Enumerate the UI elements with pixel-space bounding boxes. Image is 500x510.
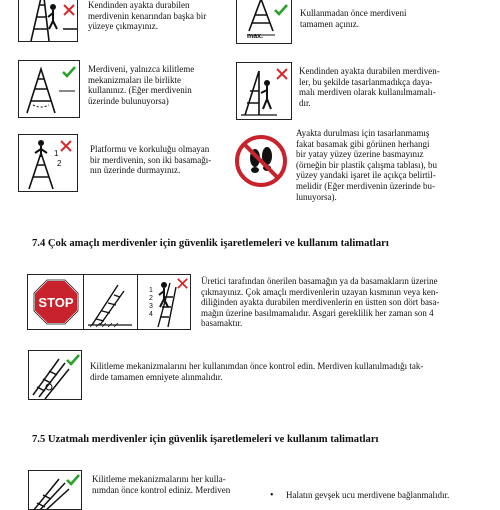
lock-rule-text-74: Kilitleme mekanizmalarını her kullanımdan önce kontrol edin. Merdiven kullanılmadığı tak- dirde tamamen emniyete alınmalıdır. (90, 361, 424, 382)
section-7-4-heading: 7.4 Çok amaçlı merdivenler için güvenlik işaretlemeleri ve kullanım talimatları (32, 238, 389, 249)
panel-divider (137, 275, 138, 330)
no-step-prohibition-icon (234, 134, 288, 188)
cross-mark-icon (176, 277, 189, 290)
rule-icon-lean (236, 62, 292, 120)
stop-sign-icon (32, 278, 80, 326)
rule-icon-locking (18, 60, 80, 118)
check-mark-icon (61, 65, 77, 79)
cross-mark-icon (275, 67, 289, 81)
step-number: 1 (149, 287, 153, 294)
step-number: 3 (149, 303, 153, 310)
lock-rule-text-75: Kilitleme mekanizmalarını her kulla- nımdan önce kontrol ediniz. Merdiven (92, 474, 231, 495)
step-number: 4 (149, 311, 153, 318)
step-number-2: 2 (57, 159, 62, 168)
stop-sign-text: STOP (38, 295, 74, 310)
cross-mark-icon (62, 3, 76, 17)
rope-rule-text: Halatın gevşek ucu merdivene bağlanmalıdır. (286, 490, 450, 500)
rule-text-low-left: Platformu ve korkuluğu olmayan bir merdivenin, son iki basamağı- nın üzerinde durmayınız. (90, 144, 212, 176)
rule-text-top-left: Kendinden ayakta durabilen merdivenin kenarından başka bir yüzeye çıkmayınız. (88, 0, 207, 32)
cross-mark-icon (59, 139, 73, 153)
rule-text-top-right: Kullanmadan önce merdiveni tamamen açınız. (300, 8, 407, 29)
section-7-5-heading: 7.5 Uzatmalı merdivenler için güvenlik işaretlemeleri ve kullanım talimatları (32, 434, 379, 445)
lock-rule-icon-75 (28, 470, 82, 510)
rule-text-mid-right: Kendinden ayakta durabilen merdiven- ler, bu şekilde tasarlanmadıkça daya- malı merdiven olarak kullanılmamalı- dır. (299, 66, 440, 108)
step-number-1: 1 (54, 149, 59, 158)
max-label: max. (247, 33, 263, 40)
check-mark-icon (65, 353, 81, 367)
panel-divider (83, 275, 84, 330)
check-mark-icon (273, 3, 289, 17)
step-number: 2 (149, 295, 153, 302)
stop-rule-icon-panel (27, 274, 191, 330)
multipurpose-ladder-icon (86, 277, 136, 329)
check-mark-icon (65, 473, 81, 487)
stop-rule-text: Üretici tarafından önerilen basamağın ya da basamakların üzerine çıkmayınız. Çok amaçlı merdivenlerin uzayan kısmının veya ken- diliğinden ayakta durabilen merdivenlerin en üstten son dört basa- mağın üzerine basılmamalıdır. Asgari gereklilik her zaman son 4 basamaktır. (201, 276, 440, 329)
bullet-point: • (270, 490, 274, 501)
rule-text-mid-left: Merdiveni, yalnızca kilitleme mekanizmaları ile birlikte kullanınız. (Eğer merdivenin üzerinde bulunuyorsa) (88, 64, 195, 106)
rule-icon-open-fully (236, 0, 292, 44)
lock-rule-icon-74 (28, 350, 82, 400)
rule-icon-top-steps (18, 134, 78, 192)
rule-icon-side-step (18, 0, 78, 42)
step-number-list (149, 287, 153, 319)
rule-text-low-right: Ayakta durulması için tasarlanmamış fakat basamak gibi görünen herhangi bir yatay yüzey üzerine basmayınız (örneğin bir plastik çalışma tablası), bu yüzey yandaki işaret ile açıkça belirtil- melidir (Eğer merdivenin üzerinde bu- lunuyorsa). (296, 128, 437, 202)
